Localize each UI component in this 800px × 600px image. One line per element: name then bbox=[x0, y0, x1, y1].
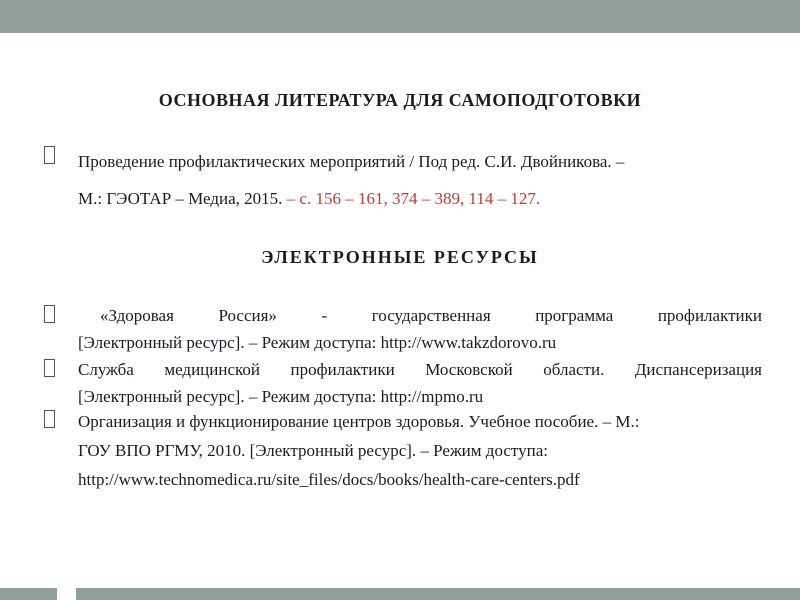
resource-line-2: [Электронный ресурс]. – Режим доступа: http://mpmo.ru bbox=[78, 387, 484, 406]
main-literature-item bbox=[44, 143, 762, 217]
resource-line-2: [Электронный ресурс]. – Режим доступа: http://www.takzdorovo.ru bbox=[78, 333, 557, 352]
resource-item-takzdorovo bbox=[44, 302, 762, 356]
reference-line-1: Проведение профилактических мероприятий / Под ред. С.И. Двойникова. – bbox=[78, 152, 625, 171]
reference-line-2 bbox=[78, 180, 762, 217]
main-literature-text bbox=[78, 143, 762, 217]
resource-line-2: ГОУ ВПО РГМУ, 2010. [Электронный ресурс]. – Режим доступа: bbox=[78, 441, 548, 460]
resource-text bbox=[78, 302, 762, 356]
resource-item-technomedica bbox=[44, 407, 762, 494]
resource-text bbox=[78, 356, 762, 410]
notdef-bullet-icon bbox=[44, 359, 55, 377]
slide-title: ОСНОВНАЯ ЛИТЕРАТУРА ДЛЯ САМОПОДГОТОВКИ bbox=[158, 90, 642, 110]
resource-line-1: Организация и функционирование центров здоровья. Учебное пособие. – М.: bbox=[78, 412, 640, 431]
reference-pages-red: – с. 156 – 161, 374 – 389, 114 – 127. bbox=[286, 189, 541, 208]
reference-line-2-black: М.: ГЭОТАР – Медиа, 2015. bbox=[78, 189, 287, 208]
resource-item-mpmo bbox=[44, 356, 762, 410]
section-title-electronic-resources: ЭЛЕКТРОННЫЕ РЕСУРСЫ bbox=[261, 247, 539, 267]
footer-notch bbox=[57, 588, 76, 600]
resource-line-1: «Здоровая Россия» - государственная программа профилактики bbox=[100, 306, 762, 325]
header-accent-bar bbox=[0, 0, 800, 33]
notdef-bullet-icon bbox=[44, 410, 55, 428]
resource-text bbox=[78, 407, 762, 494]
resource-line-3-url: http://www.technomedica.ru/site_files/docs/books/health-care-centers.pdf bbox=[78, 470, 580, 489]
notdef-bullet-icon bbox=[44, 305, 55, 323]
footer-accent-bar bbox=[0, 588, 800, 600]
resource-line-1: Служба медицинской профилактики Московской области. Диспансеризация bbox=[78, 360, 762, 379]
notdef-bullet-icon bbox=[44, 146, 55, 164]
